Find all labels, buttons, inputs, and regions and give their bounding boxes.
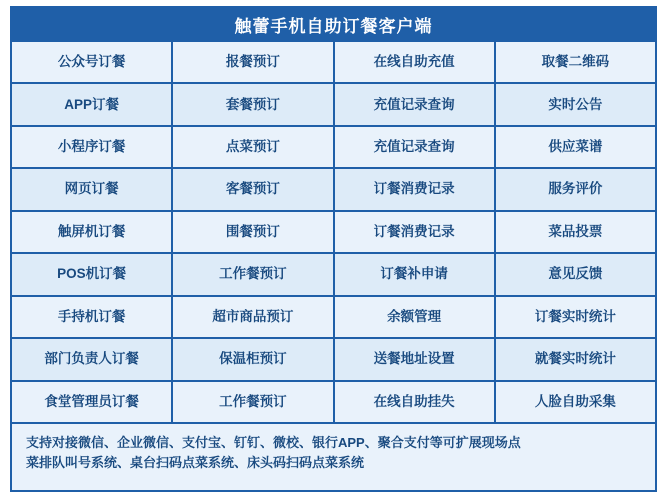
feature-cell[interactable]: 点菜预订 <box>173 127 332 167</box>
footer-note <box>12 424 655 490</box>
feature-cell[interactable]: 在线自助挂失 <box>335 382 494 422</box>
panel-title: 触蕾手机自助订餐客户端 <box>10 6 657 42</box>
feature-cell[interactable]: 订餐实时统计 <box>496 297 655 337</box>
feature-cell[interactable]: 送餐地址设置 <box>335 339 494 379</box>
feature-cell[interactable]: 工作餐预订 <box>173 382 332 422</box>
feature-cell[interactable]: 触屏机订餐 <box>12 212 171 252</box>
feature-cell[interactable]: 订餐消费记录 <box>335 169 494 209</box>
feature-cell[interactable]: 人脸自助采集 <box>496 382 655 422</box>
feature-cell[interactable]: 网页订餐 <box>12 169 171 209</box>
feature-cell[interactable]: 实时公告 <box>496 84 655 124</box>
footer-line-2: 菜排队叫号系统、桌台扫码点菜系统、床头码扫码点菜系统 <box>26 455 365 471</box>
client-feature-panel <box>10 6 657 492</box>
feature-cell[interactable]: 订餐补申请 <box>335 254 494 294</box>
feature-cell[interactable]: 意见反馈 <box>496 254 655 294</box>
feature-cell[interactable]: 菜品投票 <box>496 212 655 252</box>
feature-cell[interactable]: 取餐二维码 <box>496 42 655 82</box>
feature-cell[interactable]: 就餐实时统计 <box>496 339 655 379</box>
feature-cell[interactable]: 在线自助充值 <box>335 42 494 82</box>
footer-line-1: 支持对接微信、企业微信、支付宝、钉钉、微校、银行APP、聚合支付等可扩展现场点 <box>26 435 521 450</box>
feature-cell[interactable]: 围餐预订 <box>173 212 332 252</box>
feature-cell[interactable]: 报餐预订 <box>173 42 332 82</box>
feature-cell[interactable]: 小程序订餐 <box>12 127 171 167</box>
feature-cell[interactable]: 充值记录查询 <box>335 127 494 167</box>
feature-cell[interactable]: 套餐预订 <box>173 84 332 124</box>
feature-cell[interactable]: 保温柜预订 <box>173 339 332 379</box>
feature-cell[interactable]: 客餐预订 <box>173 169 332 209</box>
feature-cell[interactable]: APP订餐 <box>12 84 171 124</box>
feature-cell[interactable]: 服务评价 <box>496 169 655 209</box>
feature-cell[interactable]: 供应菜谱 <box>496 127 655 167</box>
feature-cell[interactable]: 超市商品预订 <box>173 297 332 337</box>
feature-grid <box>10 42 657 422</box>
feature-cell[interactable]: 充值记录查询 <box>335 84 494 124</box>
feature-cell[interactable]: 手持机订餐 <box>12 297 171 337</box>
feature-cell[interactable]: 订餐消费记录 <box>335 212 494 252</box>
feature-cell[interactable]: 食堂管理员订餐 <box>12 382 171 422</box>
feature-cell[interactable]: 工作餐预订 <box>173 254 332 294</box>
feature-cell[interactable]: 公众号订餐 <box>12 42 171 82</box>
feature-cell[interactable]: 部门负责人订餐 <box>12 339 171 379</box>
feature-cell[interactable]: 余额管理 <box>335 297 494 337</box>
feature-cell[interactable]: POS机订餐 <box>12 254 171 294</box>
